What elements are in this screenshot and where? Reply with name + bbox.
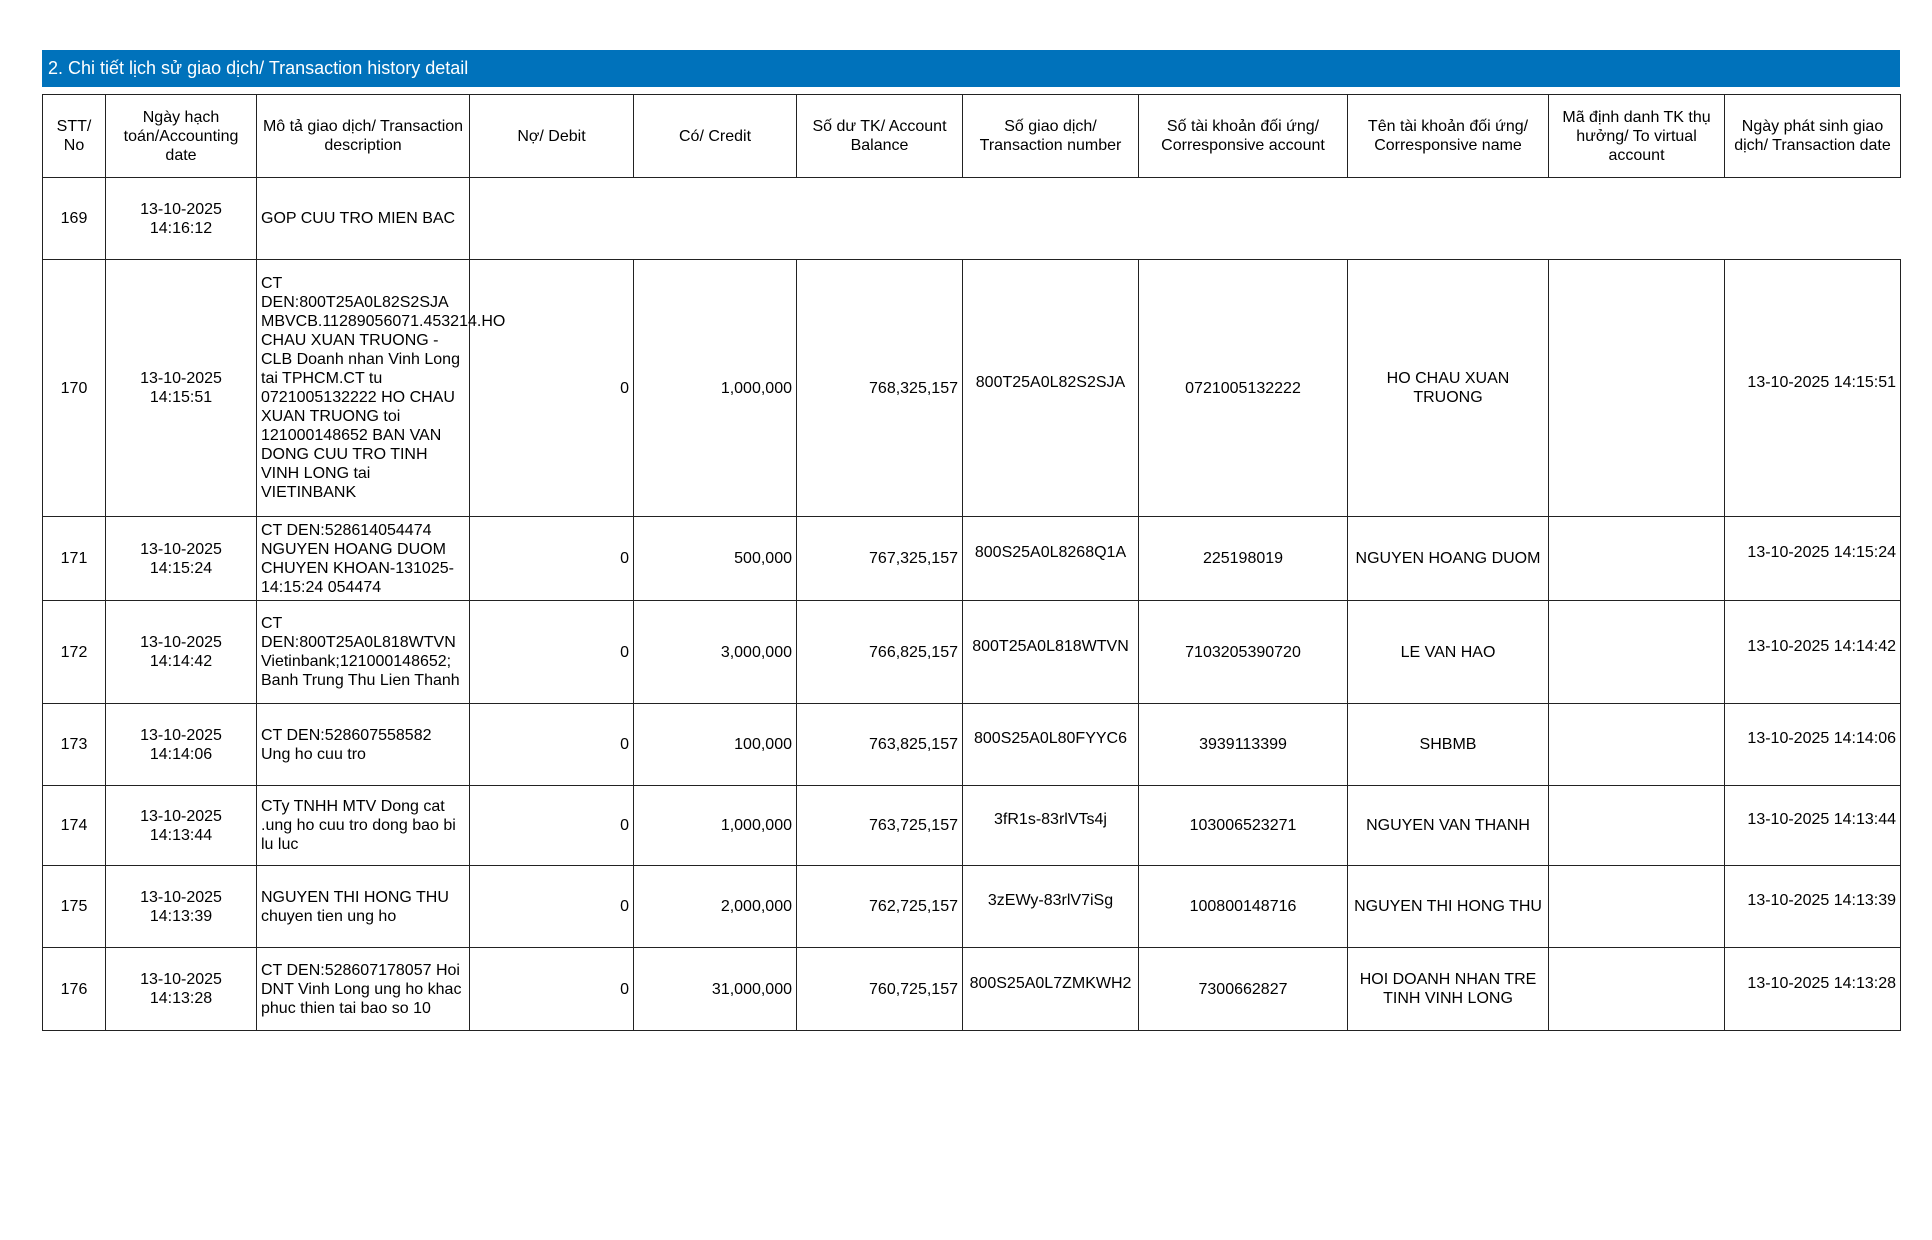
cell-accounting-date: 13-10-2025 14:14:06 — [106, 704, 257, 786]
cell-accounting-date: 13-10-2025 14:13:39 — [106, 866, 257, 948]
col-header-debit: Nợ/ Debit — [470, 95, 634, 178]
cell-virtual-account — [1549, 704, 1725, 786]
cell-accounting-date: 13-10-2025 14:13:44 — [106, 786, 257, 866]
cell-no: 174 — [43, 786, 106, 866]
cell-no: 172 — [43, 601, 106, 704]
cell-description: CT DEN:528607178057 Hoi DNT Vinh Long ung ho khac phuc thien tai bao so 10 — [257, 948, 470, 1031]
section-title: 2. Chi tiết lịch sử giao dịch/ Transaction history detail — [42, 50, 1900, 87]
cell-accounting-date: 13-10-2025 14:16:12 — [106, 178, 257, 260]
cell-balance: 766,825,157 — [797, 601, 963, 704]
cell-corresponsive-account: 7300662827 — [1139, 948, 1348, 1031]
table-row — [43, 601, 1901, 704]
cell-corresponsive-account: 0721005132222 — [1139, 260, 1348, 517]
cell-transaction-date: 13-10-2025 14:13:44 — [1725, 786, 1901, 866]
cell-corresponsive-name: NGUYEN VAN THANH — [1348, 786, 1549, 866]
cell-transaction-date: 13-10-2025 14:13:39 — [1725, 866, 1901, 948]
cell-no: 175 — [43, 866, 106, 948]
cell-no: 171 — [43, 517, 106, 601]
cell-debit: 0 — [470, 517, 634, 601]
cell-credit: 100,000 — [634, 704, 797, 786]
cell-transaction-number: 3zEWy-83rlV7iSg — [963, 866, 1139, 948]
cell-no: 169 — [43, 178, 106, 260]
cell-accounting-date: 13-10-2025 14:13:28 — [106, 948, 257, 1031]
cell-balance: 762,725,157 — [797, 866, 963, 948]
cell-balance: 760,725,157 — [797, 948, 963, 1031]
cell-debit: 0 — [470, 786, 634, 866]
cell-virtual-account — [1549, 517, 1725, 601]
cell-credit: 500,000 — [634, 517, 797, 601]
cell-corresponsive-name: HOI DOANH NHAN TRE TINH VINH LONG — [1348, 948, 1549, 1031]
table-row — [43, 178, 1901, 260]
cell-debit: 0 — [470, 704, 634, 786]
cell-virtual-account — [1549, 601, 1725, 704]
cell-description: CT DEN:528607558582 Ung ho cuu tro — [257, 704, 470, 786]
table-row — [43, 948, 1901, 1031]
cell-corresponsive-name: LE VAN HAO — [1348, 601, 1549, 704]
cell-transaction-date: 13-10-2025 14:14:42 — [1725, 601, 1901, 704]
cell-description: CT DEN:800T25A0L82S2SJA MBVCB.11289056071.453214.HO CHAU XUAN TRUONG - CLB Doanh nhan Vinh Long tai TPHCM.CT tu 0721005132222 HO CHAU XUAN TRUONG toi 121000148652 BAN VAN DONG CUU TRO TINH VINH LONG tai VIETINBANK — [257, 260, 470, 517]
cell-balance: 763,725,157 — [797, 786, 963, 866]
cell-transaction-date: 13-10-2025 14:13:28 — [1725, 948, 1901, 1031]
cell-corresponsive-name: NGUYEN HOANG DUOM — [1348, 517, 1549, 601]
cell-corresponsive-account: 103006523271 — [1139, 786, 1348, 866]
transaction-table — [42, 94, 1901, 1031]
cell-credit: 3,000,000 — [634, 601, 797, 704]
cell-balance: 768,325,157 — [797, 260, 963, 517]
cell-virtual-account — [1549, 948, 1725, 1031]
table-row — [43, 786, 1901, 866]
cell-corresponsive-name: HO CHAU XUAN TRUONG — [1348, 260, 1549, 517]
cell-transaction-date: 13-10-2025 14:15:24 — [1725, 517, 1901, 601]
cell-accounting-date: 13-10-2025 14:15:24 — [106, 517, 257, 601]
cell-transaction-number: 3fR1s-83rlVTs4j — [963, 786, 1139, 866]
col-header-balance: Số dư TK/ Account Balance — [797, 95, 963, 178]
cell-virtual-account — [1549, 786, 1725, 866]
col-header-transaction-number: Số giao dịch/ Transaction number — [963, 95, 1139, 178]
cell-debit: 0 — [470, 948, 634, 1031]
cell-no: 173 — [43, 704, 106, 786]
cell-corresponsive-account: 7103205390720 — [1139, 601, 1348, 704]
cell-debit: 0 — [470, 601, 634, 704]
cell-description: CT DEN:800T25A0L818WTVN Vietinbank;121000148652; Banh Trung Thu Lien Thanh — [257, 601, 470, 704]
cell-description: GOP CUU TRO MIEN BAC — [257, 178, 470, 260]
col-header-corresponsive-name: Tên tài khoản đối ứng/ Corresponsive name — [1348, 95, 1549, 178]
cell-credit: 1,000,000 — [634, 786, 797, 866]
empty-cells — [470, 178, 1901, 260]
cell-corresponsive-account: 225198019 — [1139, 517, 1348, 601]
cell-transaction-number: 800S25A0L8268Q1A — [963, 517, 1139, 601]
cell-accounting-date: 13-10-2025 14:15:51 — [106, 260, 257, 517]
col-header-accounting-date: Ngày hạch toán/Accounting date — [106, 95, 257, 178]
cell-description: CT DEN:528614054474 NGUYEN HOANG DUOM CHUYEN KHOAN-131025-14:15:24 054474 — [257, 517, 470, 601]
cell-transaction-number: 800S25A0L80FYYC6 — [963, 704, 1139, 786]
cell-no: 170 — [43, 260, 106, 517]
cell-credit: 1,000,000 — [634, 260, 797, 517]
cell-corresponsive-account: 100800148716 — [1139, 866, 1348, 948]
cell-debit: 0 — [470, 866, 634, 948]
table-row — [43, 517, 1901, 601]
col-header-corresponsive-account: Số tài khoản đối ứng/ Corresponsive account — [1139, 95, 1348, 178]
cell-accounting-date: 13-10-2025 14:14:42 — [106, 601, 257, 704]
cell-corresponsive-name: SHBMB — [1348, 704, 1549, 786]
cell-transaction-number: 800T25A0L82S2SJA — [963, 260, 1139, 517]
col-header-credit: Có/ Credit — [634, 95, 797, 178]
cell-balance: 767,325,157 — [797, 517, 963, 601]
cell-balance: 763,825,157 — [797, 704, 963, 786]
cell-transaction-date: 13-10-2025 14:15:51 — [1725, 260, 1901, 517]
cell-no: 176 — [43, 948, 106, 1031]
col-header-no: STT/ No — [43, 95, 106, 178]
cell-virtual-account — [1549, 260, 1725, 517]
col-header-virtual-account: Mã định danh TK thụ hưởng/ To virtual account — [1549, 95, 1725, 178]
cell-transaction-number: 800T25A0L818WTVN — [963, 601, 1139, 704]
table-row — [43, 704, 1901, 786]
table-row — [43, 866, 1901, 948]
table-row — [43, 260, 1901, 517]
cell-corresponsive-account: 3939113399 — [1139, 704, 1348, 786]
cell-credit: 31,000,000 — [634, 948, 797, 1031]
col-header-transaction-date: Ngày phát sinh giao dịch/ Transaction date — [1725, 95, 1901, 178]
cell-transaction-number: 800S25A0L7ZMKWH2 — [963, 948, 1139, 1031]
cell-debit: 0 — [470, 260, 634, 517]
cell-description: CTy TNHH MTV Dong cat .ung ho cuu tro dong bao bi lu luc — [257, 786, 470, 866]
cell-virtual-account — [1549, 866, 1725, 948]
cell-transaction-date: 13-10-2025 14:14:06 — [1725, 704, 1901, 786]
cell-corresponsive-name: NGUYEN THI HONG THU — [1348, 866, 1549, 948]
table-header-row — [43, 95, 1901, 178]
cell-credit: 2,000,000 — [634, 866, 797, 948]
cell-description: NGUYEN THI HONG THU chuyen tien ung ho — [257, 866, 470, 948]
col-header-description: Mô tả giao dịch/ Transaction description — [257, 95, 470, 178]
